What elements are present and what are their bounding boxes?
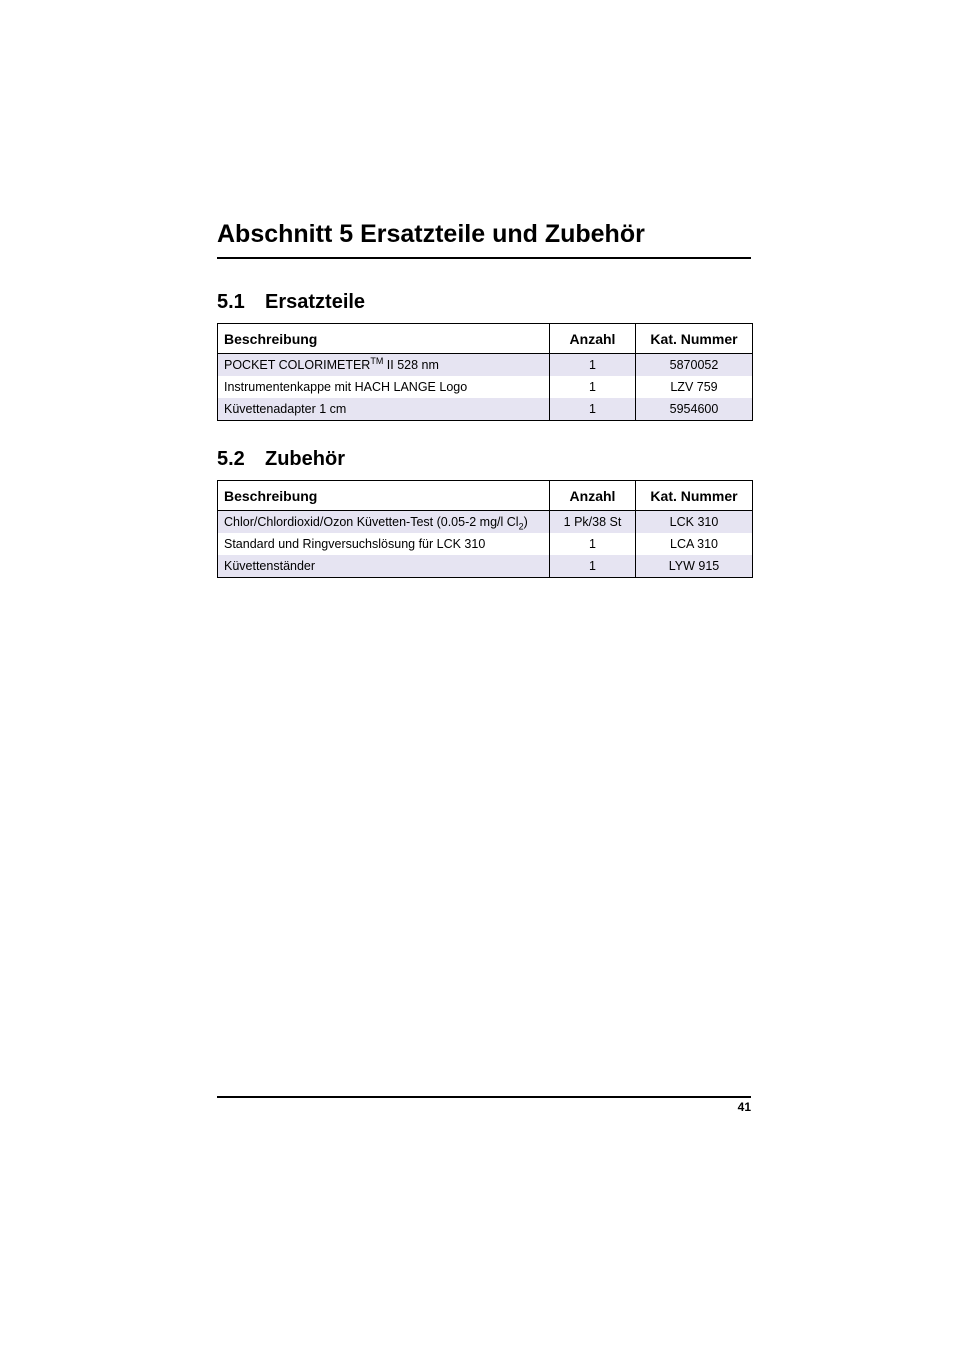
description-suffix: II 528 nm — [383, 358, 439, 372]
column-header-quantity: Anzahl — [550, 324, 636, 354]
column-header-description: Beschreibung — [218, 324, 550, 354]
ersatzteile-table — [217, 323, 753, 421]
section-title: Ersatzteile — [265, 291, 366, 313]
table-header-row — [218, 324, 753, 354]
section-heading-ersatzteile — [217, 289, 365, 315]
row-catalog-number: LZV 759 — [636, 376, 753, 398]
table-row — [218, 376, 753, 398]
zubehoer-table — [217, 480, 753, 578]
description-text: Chlor/Chlordioxid/Ozon Küvetten-Test (0.05-2 mg/l Cl — [224, 515, 519, 529]
row-quantity: 1 — [550, 555, 636, 578]
row-quantity: 1 — [550, 533, 636, 555]
row-description: Standard und Ringversuchslösung für LCK 310 — [218, 533, 550, 555]
row-catalog-number: LYW 915 — [636, 555, 753, 578]
table-header-row — [218, 481, 753, 511]
section-number: 5.2 — [217, 448, 245, 470]
table-row — [218, 533, 753, 555]
page-number: 41 — [737, 1100, 751, 1114]
row-catalog-number: 5870052 — [636, 354, 753, 377]
section-number: 5.1 — [217, 291, 245, 313]
row-description: Küvettenständer — [218, 555, 550, 578]
row-catalog-number: LCA 310 — [636, 533, 753, 555]
row-quantity: 1 Pk/38 St — [550, 511, 636, 534]
row-description — [218, 354, 550, 377]
table-row — [218, 398, 753, 421]
description-text: POCKET COLORIMETER — [224, 358, 371, 372]
table-row — [218, 354, 753, 377]
row-catalog-number: LCK 310 — [636, 511, 753, 534]
table-row — [218, 511, 753, 534]
footer-rule — [217, 1096, 751, 1098]
row-quantity: 1 — [550, 354, 636, 377]
column-header-quantity: Anzahl — [550, 481, 636, 511]
title-rule — [217, 257, 751, 259]
section-heading-zubehoer — [217, 446, 345, 472]
description-suffix: ) — [523, 515, 528, 529]
row-catalog-number: 5954600 — [636, 398, 753, 421]
row-quantity: 1 — [550, 376, 636, 398]
column-header-catalog: Kat. Nummer — [636, 324, 753, 354]
subscript: 2 — [518, 521, 524, 532]
row-description: Küvettenadapter 1 cm — [218, 398, 550, 421]
column-header-description: Beschreibung — [218, 481, 550, 511]
table-row — [218, 555, 753, 578]
row-quantity: 1 — [550, 398, 636, 421]
section-title: Zubehör — [265, 448, 345, 470]
trademark-superscript: TM — [370, 355, 384, 366]
page-title: Abschnitt 5 Ersatzteile und Zubehör — [217, 220, 645, 248]
row-description — [218, 511, 550, 534]
column-header-catalog: Kat. Nummer — [636, 481, 753, 511]
row-description: Instrumentenkappe mit HACH LANGE Logo — [218, 376, 550, 398]
